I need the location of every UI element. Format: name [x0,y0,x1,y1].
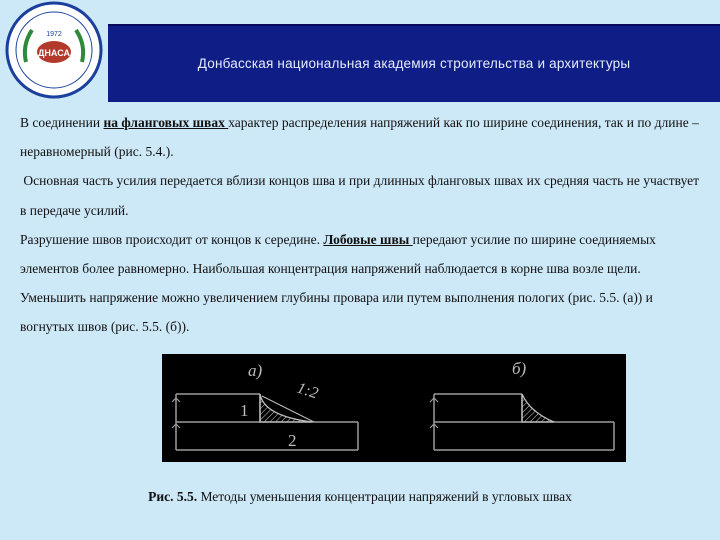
part-2-label: 2 [288,431,297,450]
paragraph-3 [20,225,700,342]
figure-caption [0,489,720,505]
caption-text: Методы уменьшения концентрации напряжений в угловых швах [197,489,572,504]
p1-after: характер распределения напряжений как по ширине соединения, так и по длине – неравномерный (рис. 5.4.). [20,115,699,160]
logo-year: 1972 [46,31,62,38]
p1-before: В соединении [20,115,104,130]
label-b: б) [512,359,527,378]
p1-underlined: на фланговых швах [103,115,229,130]
weld-figure [162,354,626,462]
paragraph-2: Основная часть усилия передается вблизи концов шва и при длинных фланговых швах их средняя часть не участвует в передаче усилий. [20,173,703,218]
header-title: Донбасская национальная академия строительства и архитектуры [197,56,631,71]
part-1-label: 1 [240,401,249,420]
paragraph-1 [20,108,700,166]
p3-before: Разрушение швов происходит от концов к середине. [20,231,324,247]
body-text [20,108,703,342]
academy-logo [0,0,108,100]
slope-label: 1:2 [294,379,321,403]
p3-after: передают усилие по ширине соединяемых элементов более равномерно. Наибольшая концентрация напряжений наблюдается в корне шва возле щели. Уменьшить напряжение можно увеличением глубины провара или путем выполнения пологих (рис. 5.5. (а)) и вогнутых швов (рис. 5.5. (б)). [20,231,656,335]
header-bar [108,24,720,102]
label-a: а) [248,361,263,380]
logo-emblem-text: ДНАСА [38,48,70,58]
caption-number: Рис. 5.5. [148,489,198,504]
p3-underlined: Лобовые швы [323,231,413,247]
